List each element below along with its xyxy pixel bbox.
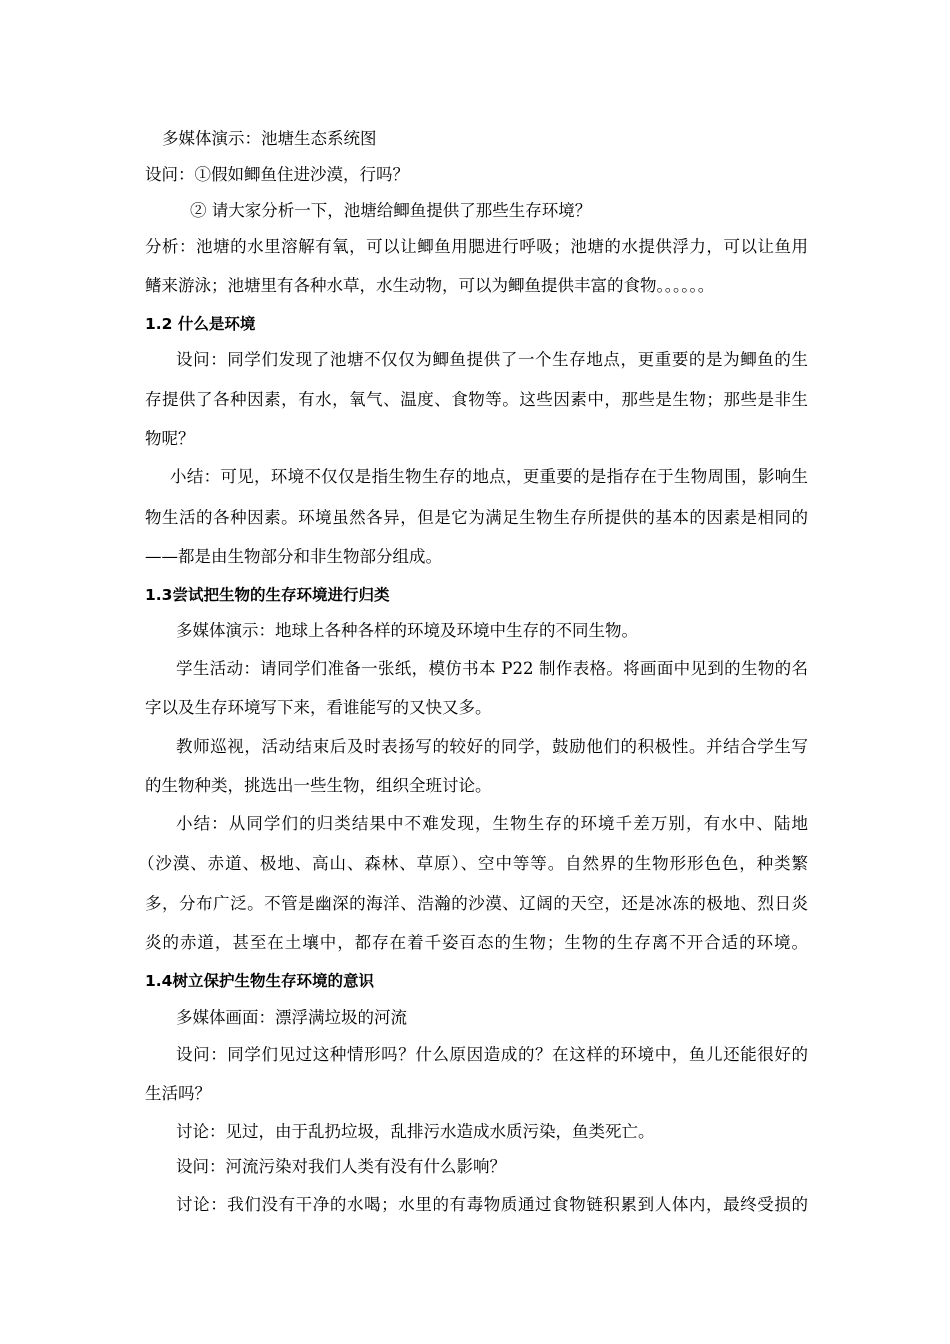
text-line: 存提供了各种因素，有水，氧气、温度、食物等。这些因素中，那些是生物；那些是非生 [145, 390, 808, 409]
text-line: 物生活的各种因素。环境虽然各异，但是它为满足生物生存所提供的基本的因素是相同的 [145, 508, 808, 527]
text-line: 设问：同学们见过这种情形吗？什么原因造成的？在这样的环境中，鱼儿还能很好的 [176, 1045, 808, 1064]
section-heading: 1.3尝试把生物的生存环境进行归类 [145, 586, 390, 604]
text-line: 小结：从同学们的归类结果中不难发现，生物生存的环境千差万别，有水中、陆地 [176, 814, 808, 833]
text-line: 多媒体画面：漂浮满垃圾的河流 [176, 1008, 407, 1027]
text-line: ② 请大家分析一下，池塘给鲫鱼提供了那些生存环境？ [190, 201, 592, 220]
text-line: 小结：可见，环境不仅仅是指生物生存的地点，更重要的是指存在于生物周围，影响生 [170, 467, 808, 486]
text-line: 分析：池塘的水里溶解有氧，可以让鲫鱼用腮进行呼吸；池塘的水提供浮力，可以让鱼用 [145, 237, 808, 256]
text-line: 设问：河流污染对我们人类有没有什么影响？ [176, 1157, 506, 1176]
text-line: 学生活动：请同学们准备一张纸，模仿书本 P22 制作表格。将画面中见到的生物的名 [176, 659, 808, 678]
section-heading: 1.2 什么是环境 [145, 315, 256, 333]
text-line: 的生物种类，挑选出一些生物，组织全班讨论。 [145, 776, 492, 795]
text-line: 多媒体演示：地球上各种各样的环境及环境中生存的不同生物。 [176, 621, 638, 640]
text-line: 讨论：我们没有干净的水喝；水里的有毒物质通过食物链积累到人体内，最终受损的 [176, 1195, 808, 1214]
text-line: 教师巡视，活动结束后及时表扬写的较好的同学，鼓励他们的积极性。并结合学生写 [176, 737, 808, 756]
text-line: 设问：①假如鲫鱼住进沙漠，行吗？ [145, 165, 409, 184]
text-line: 多，分布广泛。不管是幽深的海洋、浩瀚的沙漠、辽阔的天空，还是冰冻的极地、烈日炎 [145, 894, 808, 913]
section-heading: 1.4树立保护生物生存环境的意识 [145, 972, 374, 990]
text-line: 鳍来游泳；池塘里有各种水草，水生动物，可以为鲫鱼提供丰富的食物。。。。。。 [145, 276, 715, 295]
text-line: 多媒体演示：池塘生态系统图 [162, 129, 377, 148]
text-line: 炎的赤道，甚至在土壤中，都存在着千姿百态的生物；生物的生存离不开合适的环境。 [145, 933, 808, 952]
text-line: 字以及生存环境写下来，看谁能写的又快又多。 [145, 698, 492, 717]
text-line: （沙漠、赤道、极地、高山、森林、草原）、空中等等。自然界的生物形形色色，种类繁 [138, 854, 808, 873]
text-line: 物呢？ [145, 429, 195, 448]
text-line: ——都是由生物部分和非生物部分组成。 [145, 547, 442, 566]
text-line: 讨论：见过，由于乱扔垃圾，乱排污水造成水质污染，鱼类死亡。 [176, 1122, 655, 1141]
text-line: 设问：同学们发现了池塘不仅仅为鲫鱼提供了一个生存地点，更重要的是为鲫鱼的生 [176, 350, 808, 369]
text-line: 生活吗？ [145, 1084, 211, 1103]
